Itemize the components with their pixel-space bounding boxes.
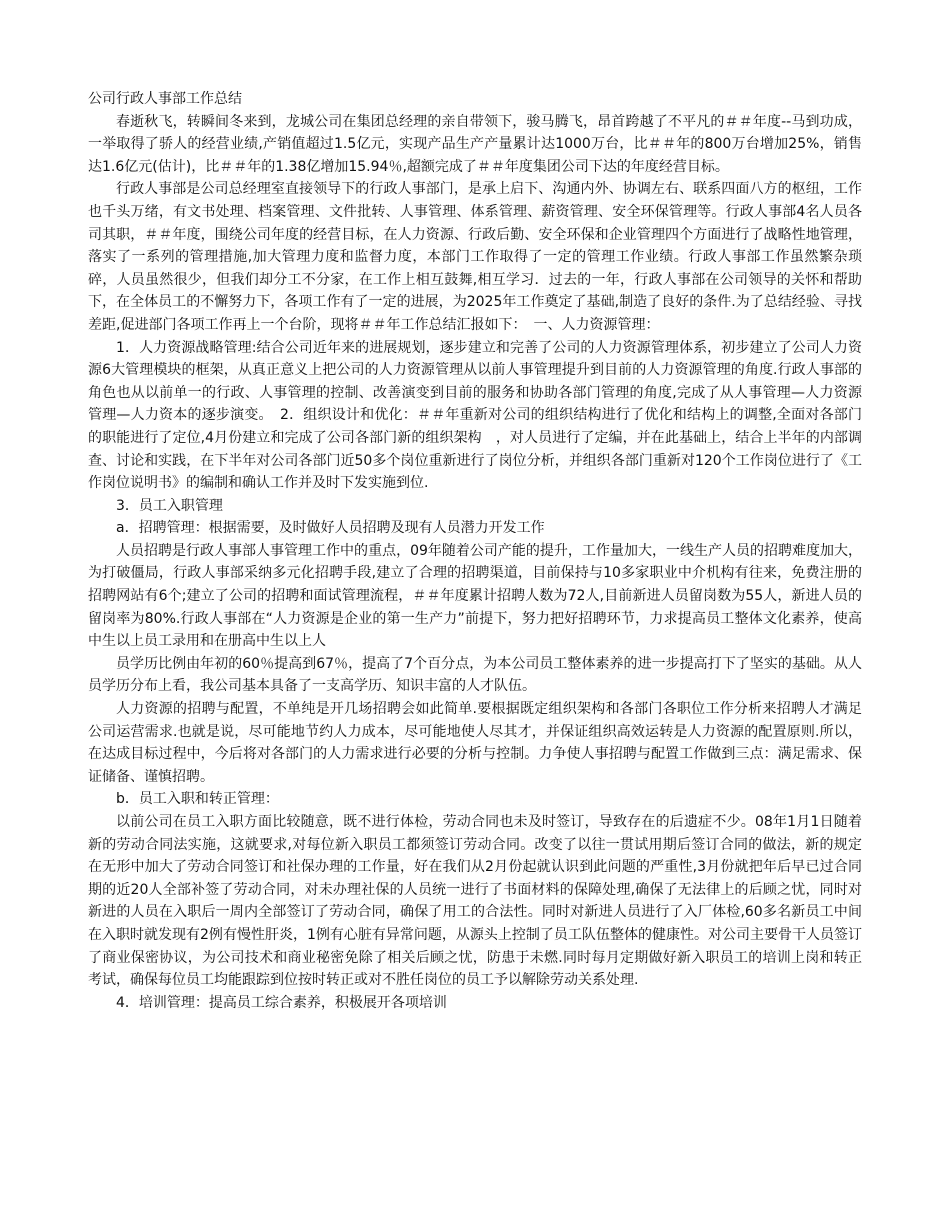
heading-training: 4．培训管理：提高员工综合素养，积极展开各项培训 [116, 994, 447, 1011]
document-title: 公司行政人事部工作总结 [88, 91, 242, 107]
subheading-onboarding-probation: b．员工入职和转正管理： [116, 791, 279, 808]
paragraph-recruitment: 人员招聘是行政人事部人事管理工作中的重点，09年随着公司产能的提升，工作量加大，一线生产人员的招聘难度加大，为打破僵局，行政人事部采纳多元化招聘手段,建立了合理的招聘渠道，目前保持与10多家职业中介机构有往来，免费注册的招聘网站有6个;建立了公司的招聘和面试管理流程，＃＃年度累计招聘人数为72人,目前新进人员留岗数为55人，新进人员的留岗率为80%.行政人事部在“人力资源是企业的第一生产力”前提下，努力把好招聘环节，力求提高员工整体文化素养，使高中生以上员工录用和在册高中生以上人 [88, 542, 862, 650]
paragraph-hr-strategy: 1．人力资源战略管理:结合公司近年来的进展规划，逐步建立和完善了公司的人力资源管理体系，初步建立了公司人力资源6大管理模块的框架，从真正意义上把公司的人力资源管理从以前人事管理提升到目前的人力资源管理的角度.行政人事部的角色也从以前单一的行政、人事管理的控制、改善演变到目前的服务和协助各部门管理的角度,完成了从人事管理—人力资源管理—人力资本的逐步演变。 2．组织设计和优化：＃＃年重新对公司的组织结构进行了优化和结构上的调整,全面对各部门的职能进行了定位,4月份建立和完成了公司各部门新的组织架构 ，对人员进行了定编，并在此基础上，结合上半年的内部调查、讨论和实践，在下半年对公司各部门近50多个岗位重新进行了岗位分析，并组织各部门重新对120个工作岗位进行了《工作岗位说明书》的编制和确认工作并及时下发实施到位. [88, 339, 862, 492]
paragraph-department-overview: 行政人事部是公司总经理室直接领导下的行政人事部门，是承上启下、沟通内外、协调左右、联系四面八方的枢纽，工作也千头万绪，有文书处理、档案管理、文件批转、人事管理、体系管理、薪资管理、安全环保管理等。行政人事部4名人员各司其职，＃＃年度，围绕公司年度的经营目标，在人力资源、行政后勤、安全环保和企业管理四个方面进行了战略性地管理，落实了一系列的管理措施,加大管理力度和监督力度，本部门工作取得了一定的管理工作业绩。行政人事部工作虽然繁杂琐碎，人员虽然很少，但我们却分工不分家，在工作上相互鼓舞,相互学习．过去的一年，行政人事部在公司领导的关怀和帮助下，在全体员工的不懈努力下，各项工作有了一定的进展，为2025年工作奠定了基础,制造了良好的条件.为了总结经验、寻找差距,促进部门各项工作再上一个台阶，现将＃＃年工作总结汇报如下： 一、人力资源管理： [88, 181, 862, 333]
paragraph-intro: 春逝秋飞，转瞬间冬来到，龙城公司在集团总经理的亲自带领下，骏马腾飞，昂首跨越了不平凡的＃＃年度--马到功成，一举取得了骄人的经营业绩,产销值超过1.5亿元，实现产品生产产量累计达1000万台，比＃＃年的800万台增加25%，销售达1.6亿元(估计)，比＃＃年的1.38亿增加15.94％,超额完成了＃＃年度集团公司下达的年度经营目标。 [88, 113, 862, 175]
paragraph-labor-contracts: 以前公司在员工入职方面比较随意，既不进行体检，劳动合同也未及时签订，导致存在的后遗症不少。08年1月1日随着新的劳动合同法实施，这就要求,对每位新入职员工都须签订劳动合同。改变了以往一贯试用期后签订合同的做法，新的规定在无形中加大了劳动合同签订和社保办理的工作量，好在我们从2月份起就认识到此问题的严重性,3月份就把年后早已过合同期的近20人全部补签了劳动合同，对未办理社保的人员统一进行了书面材料的保障处理,确保了无法律上的后顾之忧，同时对新进的人员在入职后一周内全部签订了劳动合同，确保了用工的合法性。同时对新进人员进行了入厂体检,60多名新员工中间在入职时就发现有2例有慢性肝炎，1例有心脏有异常问题，从源头上控制了员工队伍整体的健康性。对公司主要骨干人员签订了商业保密协议，为公司技术和商业秘密免除了相关后顾之忧，防患于未燃.同时每月定期做好新入职员工的培训上岗和转正考试，确保每位员工均能跟踪到位按时转正或对不胜任岗位的员工予以解除劳动关系处理. [88, 814, 862, 989]
heading-onboarding: 3．员工入职管理 [116, 497, 223, 514]
paragraph-allocation: 人力资源的招聘与配置，不单纯是开几场招聘会如此简单.要根据既定组织架构和各部门各职位工作分析来招聘人才满足公司运营需求.也就是说，尽可能地节约人力成本，尽可能地使人尽其才，并保证组织高效运转是人力资源的配置原则.所以，在达成目标过程中，今后将对各部门的人力需求进行必要的分析与控制。力争使人事招聘与配置工作做到三点：满足需求、保证储备、谨慎招聘。 [88, 701, 862, 785]
paragraph-education-ratio: 员学历比例由年初的60％提高到67％，提高了7个百分点，为本公司员工整体素养的进一步提高打下了坚实的基础。从人员学历分布上看，我公司基本具备了一支高学历、知识丰富的人才队伍。 [88, 655, 862, 695]
subheading-recruitment: a．招聘管理：根据需要，及时做好人员招聘及现有人员潜力开发工作 [116, 520, 545, 537]
